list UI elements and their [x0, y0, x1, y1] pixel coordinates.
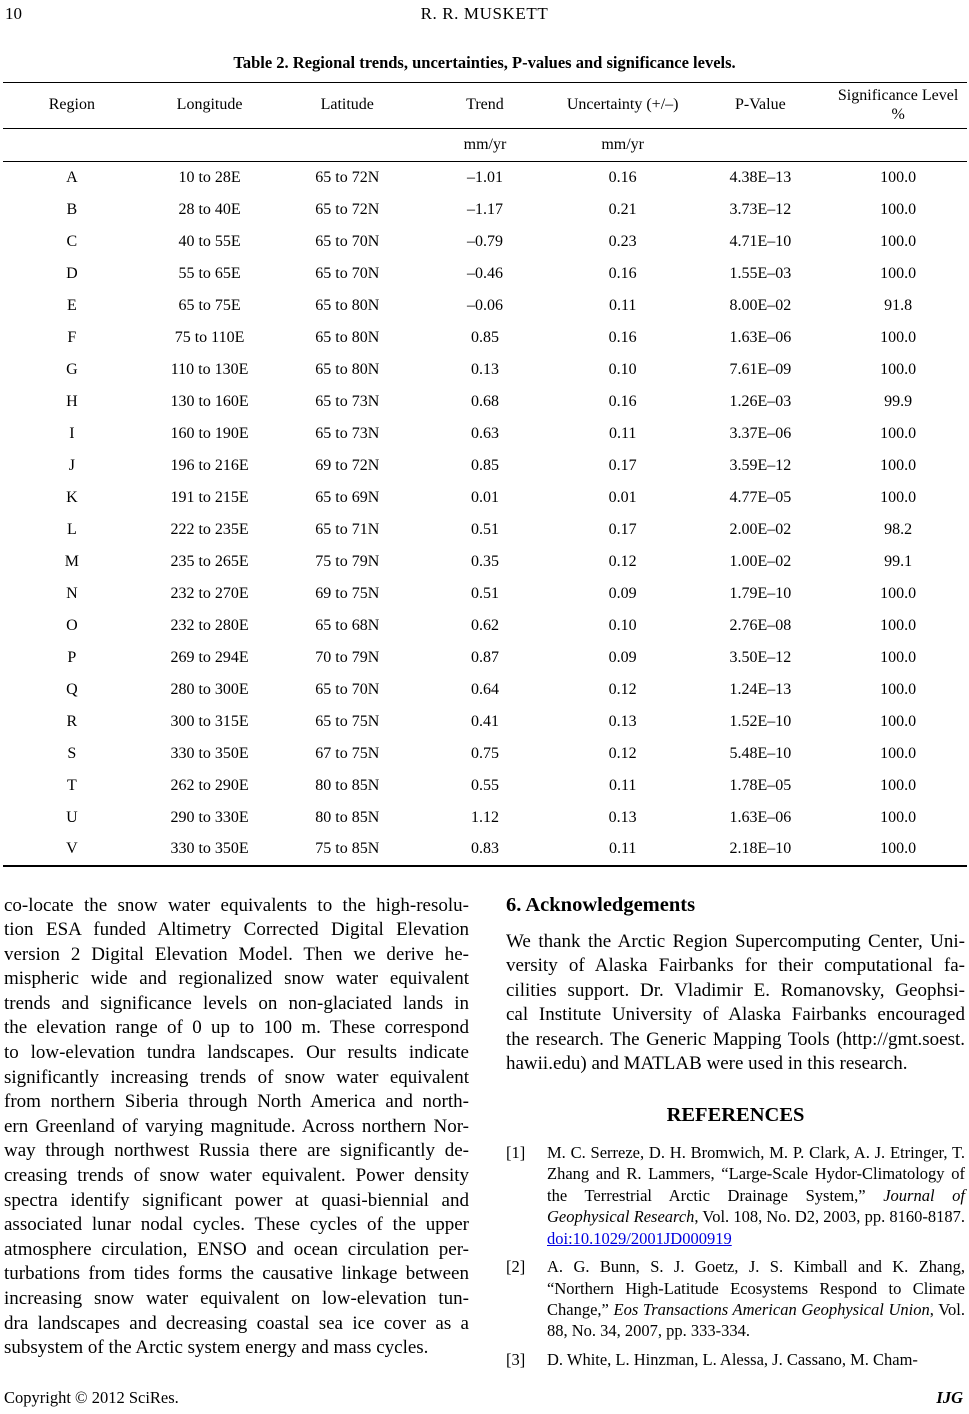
- page-footer: [4, 1388, 963, 1408]
- doi-link[interactable]: doi:10.1029/2001JD000919: [547, 1228, 732, 1248]
- table-cell: 69 to 75N: [315, 584, 380, 602]
- table-cell: 65 to 71N: [315, 520, 380, 538]
- table-cell: 0.41: [470, 712, 499, 730]
- column-header-latitude: Latitude: [320, 96, 374, 114]
- body-right-column: [506, 894, 965, 1378]
- table-header-row: [3, 83, 967, 129]
- table-row: [3, 226, 967, 258]
- table-cell: 100.0: [880, 680, 917, 698]
- table-row: [3, 322, 967, 354]
- table-cell: 55 to 65E: [178, 264, 241, 282]
- acknowledgements-paragraph: [506, 930, 965, 1078]
- table-cell: 0.12: [608, 680, 637, 698]
- table-cell: 100.0: [880, 264, 917, 282]
- table-cell: –0.79: [466, 232, 503, 250]
- table-cell: O: [66, 616, 78, 634]
- table-cell: 80 to 85N: [315, 776, 380, 794]
- table-row: [3, 450, 967, 482]
- text-line: ern Greenland of varying magnitude. Across northern Nor-: [4, 1115, 469, 1137]
- table-cell: 0.11: [608, 840, 637, 857]
- reference-text: [547, 1142, 965, 1249]
- table-cell: 1.63E–06: [729, 808, 792, 826]
- text-line: cal Institute University of Alaska Fairbanks encouraged: [506, 1004, 965, 1026]
- table-cell: 0.13: [470, 360, 499, 378]
- text-line: the research. The Generic Mapping Tools (http://gmt.soest.: [506, 1028, 965, 1050]
- table-cell: 0.12: [608, 552, 637, 570]
- units-cell-empty: [141, 129, 279, 162]
- reference-authors-title: D. White, L. Hinzman, L. Alessa, J. Cassano, M. Cham-: [547, 1349, 918, 1369]
- table-cell: 0.11: [608, 424, 637, 442]
- table-cell: 65 to 70N: [315, 232, 380, 250]
- table-cell: 4.77E–05: [729, 488, 792, 506]
- units-cell-uncertainty: mm/yr: [601, 136, 644, 153]
- table-cell: 0.16: [608, 264, 637, 282]
- table-cell: 65 to 80N: [315, 328, 380, 346]
- table-cell: 100.0: [880, 712, 917, 730]
- table-cell: E: [66, 296, 77, 314]
- table-cell: 65 to 80N: [315, 360, 380, 378]
- table-cell: 222 to 235E: [170, 520, 249, 538]
- table-cell: 330 to 350E: [170, 744, 249, 762]
- reference-item-3: [506, 1349, 965, 1370]
- table-cell: P: [67, 648, 77, 666]
- table-cell: 28 to 40E: [178, 200, 241, 218]
- reference-text: [547, 1349, 965, 1370]
- table-cell: 0.01: [608, 488, 637, 506]
- table-cell: –1.01: [466, 168, 503, 186]
- table-cell: 2.76E–08: [729, 616, 792, 634]
- table-cell: 2.18E–10: [729, 840, 792, 857]
- table-row: [3, 738, 967, 770]
- table-cell: 160 to 190E: [170, 424, 249, 442]
- text-line: hawii.edu) and MATLAB were used in this research.: [506, 1053, 908, 1075]
- reference-authors-title: M. C. Serreze, D. H. Bromwich, M. P. Clark, A. J. Etringer, T. Zhang and R. Lammers, “Large-Scale Hydor-Climatology of the Terrestrial Arctic Drainage System,”: [547, 1143, 965, 1205]
- table-cell: 0.63: [470, 424, 499, 442]
- acknowledgements-heading: 6. Acknowledgements: [506, 893, 696, 916]
- table-cell: 0.10: [608, 616, 637, 634]
- table-cell: –0.46: [466, 264, 503, 282]
- table-cell: 0.23: [608, 232, 637, 250]
- text-line: turbations from tides forms the causative linkage between: [4, 1263, 469, 1285]
- table-cell: 0.11: [608, 776, 637, 794]
- table-row: [3, 194, 967, 226]
- column-header-region: Region: [48, 96, 95, 114]
- table-cell: 1.55E–03: [729, 264, 792, 282]
- table-cell: 75 to 110E: [174, 328, 245, 346]
- reference-item-2: [506, 1256, 965, 1342]
- table-cell: 110 to 130E: [170, 360, 249, 378]
- table-cell: 130 to 160E: [170, 392, 249, 410]
- table-cell: 100.0: [880, 328, 917, 346]
- column-header-pvalue: P-Value: [735, 96, 786, 114]
- table-cell: D: [66, 264, 78, 282]
- text-line: from northern Siberia through North America and north-: [4, 1091, 469, 1113]
- table-cell: 0.85: [470, 456, 499, 474]
- table-cell: 75 to 85N: [315, 840, 380, 857]
- table-row: [3, 578, 967, 610]
- text-line: versity of Alaska Fairbanks for their computational fa-: [506, 955, 965, 977]
- table-cell: 232 to 280E: [170, 616, 249, 634]
- table-cell: 65 to 80N: [315, 296, 380, 314]
- table-cell: 5.48E–10: [729, 744, 792, 762]
- units-cell-trend: mm/yr: [463, 136, 507, 153]
- reference-number: [3]: [506, 1349, 526, 1369]
- units-cell-empty: [829, 129, 967, 162]
- table-cell: 65 to 75N: [315, 712, 380, 730]
- table-cell: A: [66, 168, 78, 186]
- units-cell-empty: [278, 129, 416, 162]
- table-cell: 100.0: [880, 168, 917, 186]
- table-row: [3, 674, 967, 706]
- table-cell: 0.51: [470, 584, 499, 602]
- table-cell: 0.13: [608, 808, 637, 826]
- table-row: [3, 162, 967, 194]
- table-cell: 100.0: [880, 744, 917, 762]
- page-number: 10: [5, 4, 22, 23]
- table-cell: 280 to 300E: [170, 680, 249, 698]
- table-row: [3, 802, 967, 834]
- table-cell: 0.21: [608, 200, 637, 218]
- table-cell: 75 to 79N: [315, 552, 380, 570]
- table-cell: H: [66, 392, 78, 410]
- table-cell: 4.38E–13: [729, 168, 792, 186]
- table-cell: 1.52E–10: [729, 712, 792, 730]
- table-cell: 3.50E–12: [729, 648, 792, 666]
- table-cell: 100.0: [880, 424, 917, 442]
- text-line: subsystem of the Arctic system energy and mass cycles.: [4, 1337, 429, 1359]
- table-cell: V: [66, 840, 78, 857]
- table-cell: 65 to 70N: [315, 680, 380, 698]
- text-line: dra landscapes and decreasing coastal sea ice cover as a: [4, 1312, 469, 1334]
- table-cell: 0.11: [608, 296, 637, 314]
- table-cell: 100.0: [880, 616, 917, 634]
- table-cell: 1.12: [470, 808, 499, 826]
- table-cell: 3.37E–06: [729, 424, 792, 442]
- table-cell: 0.10: [608, 360, 637, 378]
- column-header-longitude: Longitude: [176, 96, 243, 114]
- text-line: co-locate the snow water equivalents to the high-resolu-: [4, 894, 469, 916]
- table-caption: Table 2. Regional trends, uncertainties, P-values and significance levels.: [233, 53, 736, 72]
- table-cell: 232 to 270E: [170, 584, 249, 602]
- table-cell: 100.0: [880, 488, 917, 506]
- table-row: [3, 418, 967, 450]
- table-cell: K: [66, 488, 78, 506]
- table-cell: 69 to 72N: [315, 456, 380, 474]
- table-cell: 100.0: [880, 456, 917, 474]
- column-header-significance: Significance Level %: [837, 87, 959, 123]
- table-row: [3, 354, 967, 386]
- table-cell: 0.16: [608, 168, 637, 186]
- table-cell: 7.61E–09: [729, 360, 792, 378]
- table-cell: 100.0: [880, 840, 917, 857]
- table-cell: 100.0: [880, 776, 917, 794]
- table-row: [3, 386, 967, 418]
- reference-volume-pages: , Vol. 88, No. 34, 2007, pp. 333-334.: [547, 1299, 965, 1341]
- text-line: way through northwest Russia there are significantly de-: [4, 1140, 469, 1162]
- reference-authors-title: A. G. Bunn, S. J. Goetz, J. S. Kimball and K. Zhang, “Northern High-Latitude Ecosystems Respond to Climate Change,”: [547, 1257, 965, 1319]
- text-line: We thank the Arctic Region Supercomputing Center, Uni-: [506, 930, 965, 952]
- running-title: R. R. MUSKETT: [420, 4, 549, 23]
- table-cell: 1.78E–05: [729, 776, 792, 794]
- table-cell: 2.00E–02: [729, 520, 792, 538]
- reference-text: [547, 1256, 965, 1342]
- table-cell: 100.0: [880, 232, 917, 250]
- text-line: associated lunar nodal cycles. These cycles of the upper: [4, 1214, 469, 1236]
- table-cell: 1.63E–06: [729, 328, 792, 346]
- table-cell: 191 to 215E: [170, 488, 249, 506]
- table-cell: 0.87: [470, 648, 499, 666]
- table-cell: 100.0: [880, 200, 917, 218]
- table-row: [3, 834, 967, 866]
- units-cell-empty: [692, 129, 830, 162]
- table-cell: 330 to 350E: [170, 840, 249, 857]
- table-cell: –1.17: [466, 200, 503, 218]
- table-cell: 262 to 290E: [170, 776, 249, 794]
- table-cell: 100.0: [880, 584, 917, 602]
- table-cell: 290 to 330E: [170, 808, 249, 826]
- table-cell: 91.8: [884, 296, 913, 314]
- table-cell: J: [68, 456, 75, 474]
- table-cell: B: [66, 200, 78, 218]
- text-line: cilities support. Dr. Vladimir E. Romanovsky, Geophsi-: [506, 979, 965, 1001]
- table-cell: 100.0: [880, 360, 917, 378]
- table-row: [3, 482, 967, 514]
- table-cell: 65 to 70N: [315, 264, 380, 282]
- table-cell: 0.35: [470, 552, 499, 570]
- table-cell: 40 to 55E: [178, 232, 241, 250]
- table-cell: 4.71E–10: [729, 232, 792, 250]
- table-cell: 65 to 72N: [315, 168, 380, 186]
- table-cell: 235 to 265E: [170, 552, 249, 570]
- table-cell: L: [66, 520, 77, 538]
- table-cell: G: [66, 360, 78, 378]
- table-cell: 269 to 294E: [170, 648, 249, 666]
- table-cell: 10 to 28E: [178, 168, 241, 186]
- table-cell: 8.00E–02: [729, 296, 792, 314]
- text-line: to low-elevation tundra landscapes. Our results indicate: [4, 1042, 469, 1064]
- table-cell: 67 to 75N: [315, 744, 380, 762]
- text-line: creasing trends of snow water equivalent. Power density: [4, 1165, 469, 1187]
- references-heading: REFERENCES: [666, 1104, 805, 1127]
- table-cell: –0.06: [466, 296, 503, 314]
- text-line: version 2 Digital Elevation Model. Then we derive he-: [4, 943, 469, 965]
- table-row: [3, 546, 967, 578]
- text-line: significantly increasing trends of snow water equivalent: [4, 1066, 469, 1088]
- table-cell: 0.12: [608, 744, 637, 762]
- table-row: [3, 770, 967, 802]
- column-header-uncertainty: Uncertainty (+/–): [566, 96, 679, 114]
- table-cell: 0.68: [470, 392, 499, 410]
- text-line: spectra identify significant power at quasi-biennial and: [4, 1189, 469, 1211]
- reference-journal: Eos Transactions American Geophysical Union: [613, 1299, 930, 1319]
- text-line: trends and significance levels on non-glaciated lands in: [4, 992, 469, 1014]
- table-cell: 0.01: [470, 488, 499, 506]
- table-row: [3, 514, 967, 546]
- table-cell: 0.16: [608, 392, 637, 410]
- table-cell: N: [66, 584, 78, 602]
- reference-item-1: [506, 1142, 965, 1249]
- table-cell: 0.85: [470, 328, 499, 346]
- units-cell-empty: [3, 129, 141, 162]
- table-cell: R: [66, 712, 78, 730]
- text-line: mispheric wide and regionalized snow water equivalent: [4, 968, 469, 990]
- reference-journal: Journal of Geophysical Research: [547, 1185, 965, 1227]
- table-cell: 100.0: [880, 808, 917, 826]
- table-row: [3, 290, 967, 322]
- table-cell: M: [64, 552, 79, 570]
- column-header-trend: Trend: [466, 96, 504, 114]
- table-cell: 0.75: [470, 744, 499, 762]
- table-cell: T: [66, 776, 77, 794]
- table-cell: 65 to 73N: [315, 424, 380, 442]
- two-column-body: [0, 894, 969, 1378]
- table-cell: 0.13: [608, 712, 637, 730]
- table-cell: 0.62: [470, 616, 499, 634]
- table-cell: 65 to 73N: [315, 392, 380, 410]
- table-cell: 0.55: [470, 776, 499, 794]
- table-units-row: [3, 129, 967, 162]
- table-cell: 99.9: [884, 392, 913, 410]
- table-cell: 1.79E–10: [729, 584, 792, 602]
- table-row: [3, 258, 967, 290]
- reference-number: [1]: [506, 1143, 526, 1163]
- text-line: atmosphere circulation, ENSO and ocean circulation per-: [4, 1238, 469, 1260]
- table-cell: 3.73E–12: [729, 200, 792, 218]
- table-row: [3, 610, 967, 642]
- table-cell: 0.64: [470, 680, 499, 698]
- table-cell: 0.16: [608, 328, 637, 346]
- table-cell: I: [69, 424, 75, 442]
- table-cell: 65 to 75E: [178, 296, 241, 314]
- table-cell: 65 to 69N: [315, 488, 380, 506]
- table-cell: 300 to 315E: [170, 712, 249, 730]
- table-row: [3, 706, 967, 738]
- table-cell: 99.1: [884, 552, 913, 570]
- table-cell: C: [66, 232, 78, 250]
- table-cell: 80 to 85N: [315, 808, 380, 826]
- text-line: increasing snow water equivalent on low-elevation tun-: [4, 1288, 469, 1309]
- table-cell: 65 to 68N: [315, 616, 380, 634]
- table-cell: 70 to 79N: [315, 648, 380, 666]
- table-cell: 1.26E–03: [729, 392, 792, 410]
- table-cell: 0.83: [470, 840, 499, 857]
- table-cell: F: [67, 328, 77, 346]
- table-cell: 0.09: [608, 584, 637, 602]
- table-cell: 65 to 72N: [315, 200, 380, 218]
- body-left-column: [4, 894, 469, 1378]
- table-cell: 1.00E–02: [729, 552, 792, 570]
- table-cell: 0.17: [608, 520, 637, 538]
- text-line: the elevation range of 0 up to 100 m. These correspond: [4, 1017, 469, 1039]
- reference-number: [2]: [506, 1257, 526, 1277]
- regional-trends-table: [3, 82, 967, 867]
- table-cell: U: [66, 808, 78, 826]
- text-line: tion ESA funded Altimetry Corrected Digital Elevation: [4, 919, 469, 941]
- table-cell: 100.0: [880, 648, 917, 666]
- table-cell: 0.51: [470, 520, 499, 538]
- table-cell: 0.17: [608, 456, 637, 474]
- copyright-notice: Copyright © 2012 SciRes.: [4, 1388, 179, 1407]
- table-cell: 98.2: [884, 520, 913, 538]
- table-cell: 1.24E–13: [729, 680, 792, 698]
- page-header: [0, 0, 969, 22]
- table-cell: 196 to 216E: [170, 456, 249, 474]
- table-cell: Q: [66, 680, 78, 698]
- table-cell: 3.59E–12: [729, 456, 792, 474]
- reference-volume-pages: , Vol. 108, No. D2, 2003, pp. 8160-8187.: [694, 1207, 965, 1227]
- journal-abbreviation: IJG: [936, 1388, 963, 1407]
- table-cell: S: [67, 744, 77, 762]
- table-row: [3, 642, 967, 674]
- table-cell: 0.09: [608, 648, 637, 666]
